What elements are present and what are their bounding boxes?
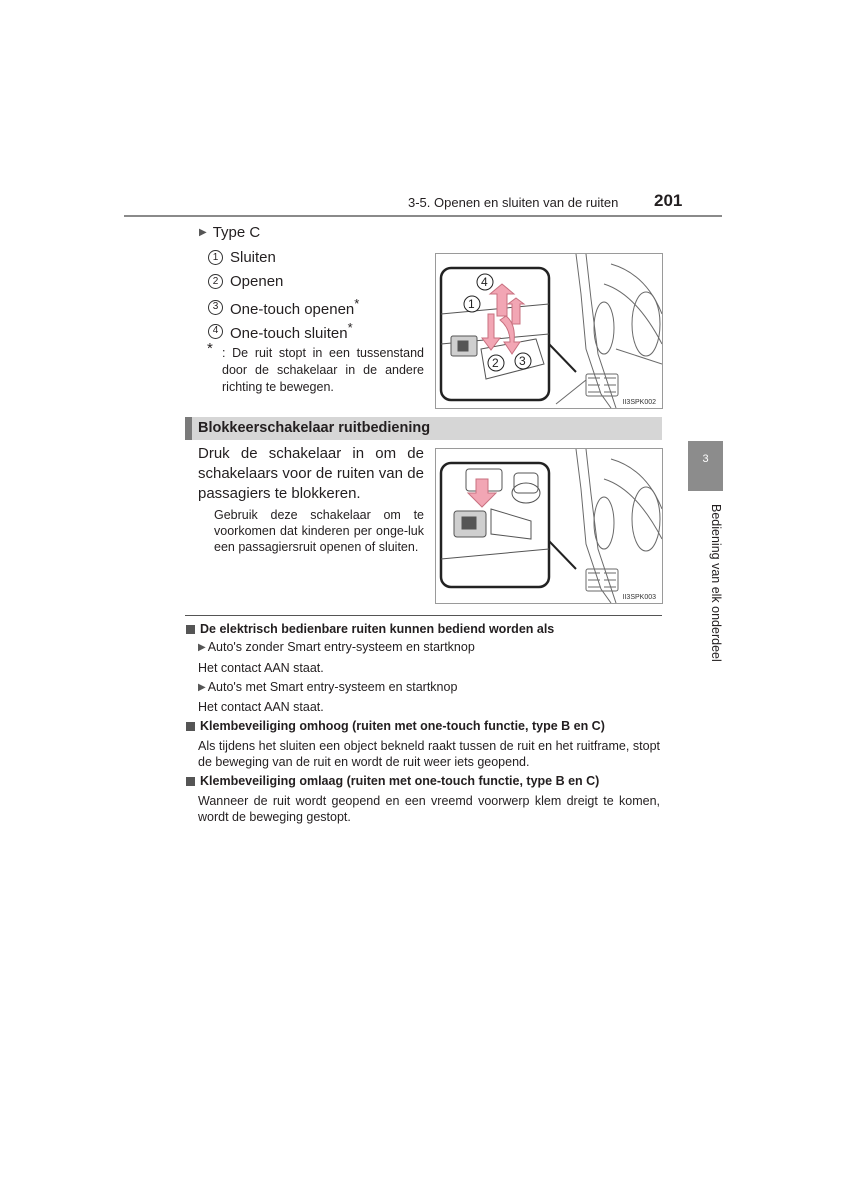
note-text: Als tijdens het sluiten een object bekneld raakt tussen de ruit en het ruitframe, stopt de beweging van de ruit en wordt de ruit weer iets geopend. (198, 739, 660, 769)
square-bullet-icon (186, 777, 195, 786)
lock-instruction: Druk de schakelaar in om de schakelaars voor de ruiten van de passagiers te blokkeren. (198, 445, 424, 502)
note-subheading-text: Auto's zonder Smart entry-systeem en startknop (207, 640, 475, 654)
list-item (208, 273, 283, 290)
type-c-heading (199, 224, 260, 241)
list-item-label: Openen (230, 273, 284, 290)
triangle-bullet-icon: ▶ (199, 227, 207, 238)
figure-code: II3SPK003 (622, 594, 656, 601)
note-subheading-text: Auto's met Smart entry-systeem en startknop (207, 680, 458, 694)
footnote-text: : De ruit stopt in een tussenstand door de schakelaar in de andere richting te bewegen. (222, 346, 424, 394)
lock-explanation: Gebruik deze schakelaar om te voorkomen dat kinderen per onge-luk een passagiersruit openen of sluiten. (214, 508, 424, 554)
triangle-bullet-icon: ▶ (198, 681, 206, 693)
callout-3: 3 (519, 354, 526, 368)
lock-switch-drawing (436, 449, 662, 603)
footnote-asterisk: * (207, 340, 213, 357)
circled-number: 4 (208, 324, 223, 339)
note-text: Het contact AAN staat. (198, 661, 324, 675)
window-switch-illustration (435, 253, 663, 409)
list-item-label: One-touch openen (230, 301, 355, 318)
note-subheading (198, 680, 457, 694)
note-heading (186, 719, 605, 733)
note-heading (186, 622, 554, 636)
asterisk: * (354, 296, 360, 311)
section-heading (185, 417, 662, 440)
circled-number: 3 (208, 300, 223, 315)
header-rule (124, 215, 722, 217)
running-header: 3-5. Openen en sluiten van de ruiten (408, 195, 619, 210)
section-title: Blokkeerschakelaar ruitbediening (198, 420, 431, 436)
callout-4: 4 (481, 275, 488, 289)
chapter-label: Bediening van elk onderdeel (709, 504, 723, 662)
square-bullet-icon (186, 722, 195, 731)
callout-1: 1 (468, 297, 475, 311)
note-text: Wanneer de ruit wordt geopend en een vreemd voorwerp klem dreigt te komen, wordt de beweging gestopt. (198, 794, 660, 824)
note-heading-text: Klembeveiliging omhoog (ruiten met one-touch functie, type B en C) (200, 719, 605, 733)
note-heading-text: De elektrisch bedienbare ruiten kunnen bediend worden als (200, 622, 555, 636)
chapter-tab (688, 441, 723, 491)
list-item (208, 249, 276, 266)
triangle-bullet-icon: ▶ (198, 641, 206, 653)
note-heading-text: Klembeveiliging omlaag (ruiten met one-touch functie, type B en C) (200, 774, 600, 788)
circled-number: 1 (208, 250, 223, 265)
list-item-label: One-touch sluiten (230, 325, 348, 342)
note-heading (186, 774, 599, 788)
page-number: 201 (654, 191, 683, 210)
list-item-label: Sluiten (230, 249, 276, 266)
window-switch-drawing (436, 254, 662, 408)
footnote (207, 340, 424, 396)
note-text: Het contact AAN staat. (198, 700, 324, 714)
chapter-number: 3 (702, 453, 709, 465)
asterisk: * (347, 320, 353, 335)
circled-number: 2 (208, 274, 223, 289)
type-c-label: Type C (212, 224, 261, 241)
square-bullet-icon (186, 625, 195, 634)
list-item (208, 320, 353, 342)
figure-code: II3SPK002 (622, 399, 656, 406)
lock-switch-illustration (435, 448, 663, 604)
divider (185, 615, 662, 616)
list-item (208, 296, 359, 318)
callout-2: 2 (492, 356, 499, 370)
note-subheading (198, 640, 475, 654)
